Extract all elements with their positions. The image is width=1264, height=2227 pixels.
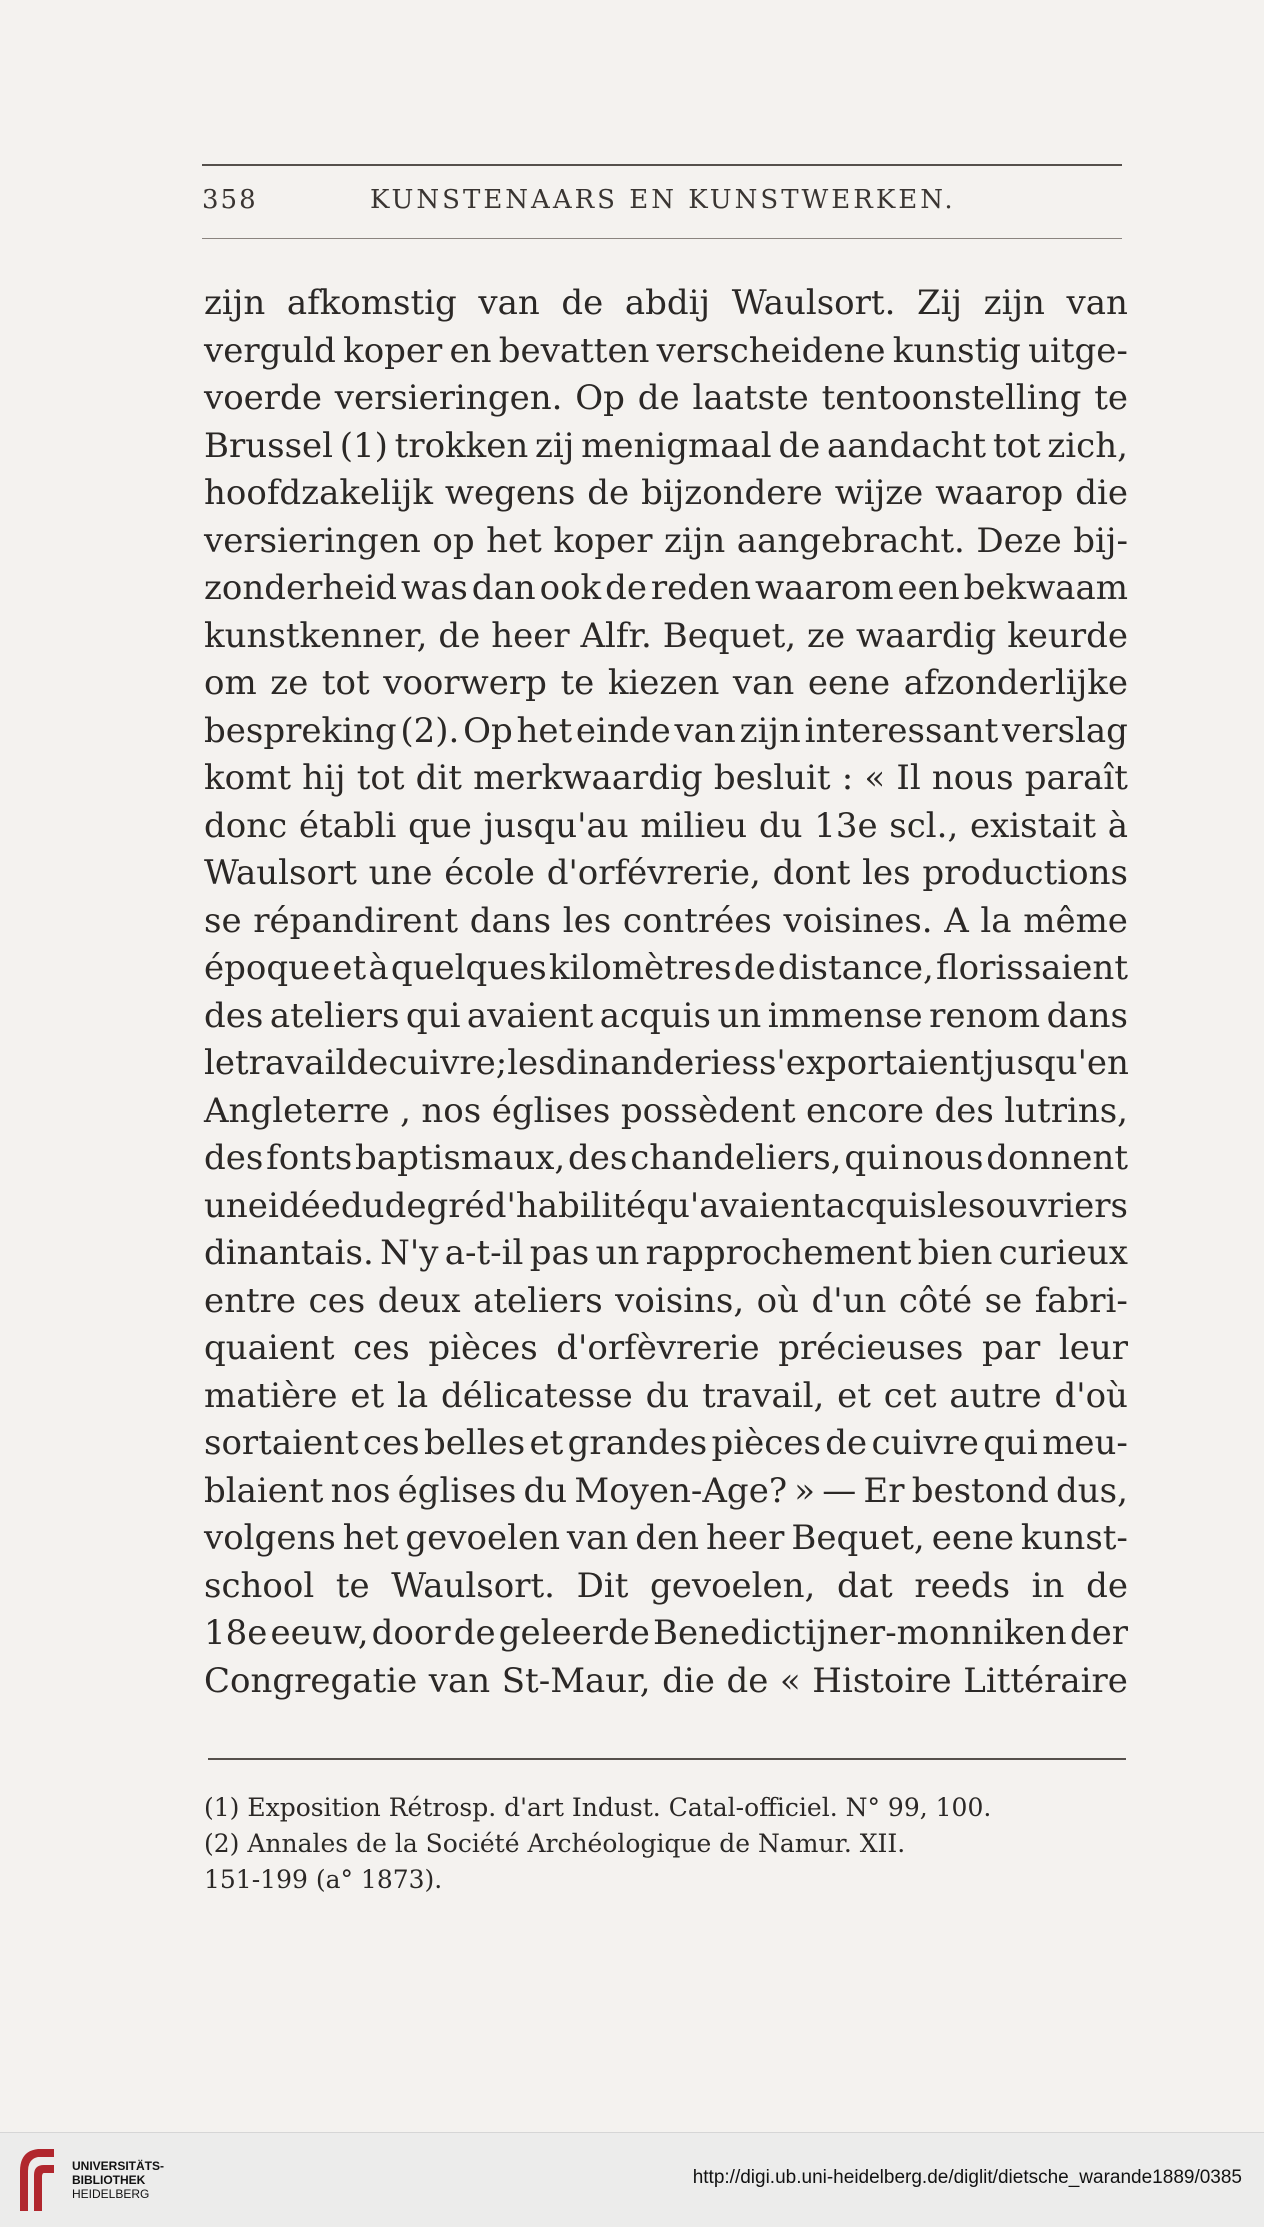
text-line: des ateliers qui avaient acquis un immense renom dans bbox=[204, 995, 1128, 1036]
text-line: blaient nos églises du Moyen-Age? » — Er bestond dus, bbox=[204, 1470, 1128, 1511]
text-line: voerde versieringen. Op de laatste tentoonstelling te bbox=[204, 378, 1128, 418]
text-line: versieringen op het koper zijn aangebracht. Deze bij- bbox=[204, 520, 1128, 561]
text-line: Brussel (1) trokken zij menigmaal de aandacht tot zich, bbox=[204, 425, 1128, 466]
text-line: se répandirent dans les contrées voisines. A la même bbox=[204, 900, 1128, 941]
library-name-line2: BIBLIOTHEK bbox=[72, 2173, 146, 2187]
running-title: KUNSTENAARS EN KUNSTWERKEN. bbox=[370, 185, 956, 215]
text-line: Angleterre , nos églises possèdent encore des lutrins, bbox=[204, 1090, 1128, 1131]
text-line: komt hij tot dit merkwaardig besluit : « Il nous paraît bbox=[204, 758, 1128, 798]
library-logo-icon bbox=[14, 2141, 60, 2219]
text-line: zonderheid was dan ook de reden waarom een bekwaam bbox=[204, 568, 1128, 608]
text-line: dinantais. N'y a-t-il pas un rapprochement bien curieux bbox=[204, 1233, 1128, 1273]
text-line: Congregatie van St-Maur, die de « Histoire Littéraire bbox=[204, 1660, 1128, 1701]
text-line: 18e eeuw, door de geleerde Benedictijner-monniken der bbox=[204, 1613, 1128, 1653]
text-line: matière et la délicatesse du travail, et cet autre d'où bbox=[204, 1375, 1128, 1416]
footnotes bbox=[204, 1790, 1128, 1898]
header-rule bbox=[202, 238, 1122, 239]
footnote-line: (2) Annales de la Société Archéologique de Namur. XII. bbox=[204, 1829, 906, 1858]
text-line: hoofdzakelijk wegens de bijzondere wijze waarop die bbox=[204, 473, 1128, 513]
text-line: le travail de cuivre ; les dinanderies s'exportaient jusqu'en bbox=[204, 1043, 1129, 1083]
text-line: sortaient ces belles et grandes pièces de cuivre qui meu- bbox=[204, 1423, 1128, 1463]
text-line: volgens het gevoelen van den heer Bequet, eene kunst- bbox=[204, 1518, 1128, 1558]
text-line: zijn afkomstig van de abdij Waulsort. Zij zijn van bbox=[204, 283, 1128, 323]
library-name-line1: UNIVERSITÄTS- bbox=[72, 2159, 165, 2173]
library-name bbox=[72, 2159, 164, 2201]
text-line: bespreking (2). Op het einde van zijn interessant verslag bbox=[204, 710, 1128, 751]
text-line: school te Waulsort. Dit gevoelen, dat reeds in de bbox=[204, 1565, 1128, 1606]
library-name-line3: HEIDELBERG bbox=[72, 2187, 150, 2201]
text-line: entre ces deux ateliers voisins, où d'un côté se fabri- bbox=[204, 1280, 1128, 1321]
footnote-line: (1) Exposition Rétrosp. d'art Indust. Catal-officiel. N° 99, 100. bbox=[204, 1793, 992, 1822]
body-text bbox=[204, 280, 1128, 1705]
source-url[interactable]: http://digi.ub.uni-heidelberg.de/diglit/dietsche_warande1889/0385 bbox=[692, 2167, 1242, 2188]
text-line: kunstkenner, de heer Alfr. Bequet, ze waardig keurde bbox=[204, 615, 1128, 656]
text-line: une idée du degré d'habilité qu'avaient acquis les ouvriers bbox=[204, 1185, 1128, 1226]
top-rule bbox=[202, 164, 1122, 166]
text-line: verguld koper en bevatten verscheidene kunstig uitge- bbox=[204, 330, 1128, 371]
text-line: époque et à quelques kilomètres de distance, florissaient bbox=[204, 948, 1128, 988]
page-number: 358 bbox=[202, 185, 258, 215]
text-line: quaient ces pièces d'orfèvrerie précieuses par leur bbox=[204, 1328, 1128, 1368]
text-line: om ze tot voorwerp te kiezen van eene afzonderlijke bbox=[204, 663, 1128, 703]
text-line: des fonts baptismaux, des chandeliers, qui nous donnent bbox=[204, 1138, 1128, 1178]
text-line: Waulsort une école d'orfévrerie, dont les productions bbox=[204, 853, 1128, 893]
footnote-rule bbox=[208, 1758, 1126, 1760]
footnote-line: 151-199 (a° 1873). bbox=[204, 1865, 443, 1894]
text-line: donc établi que jusqu'au milieu du 13e scl., existait à bbox=[204, 805, 1128, 846]
library-footer-bar bbox=[0, 2132, 1264, 2227]
